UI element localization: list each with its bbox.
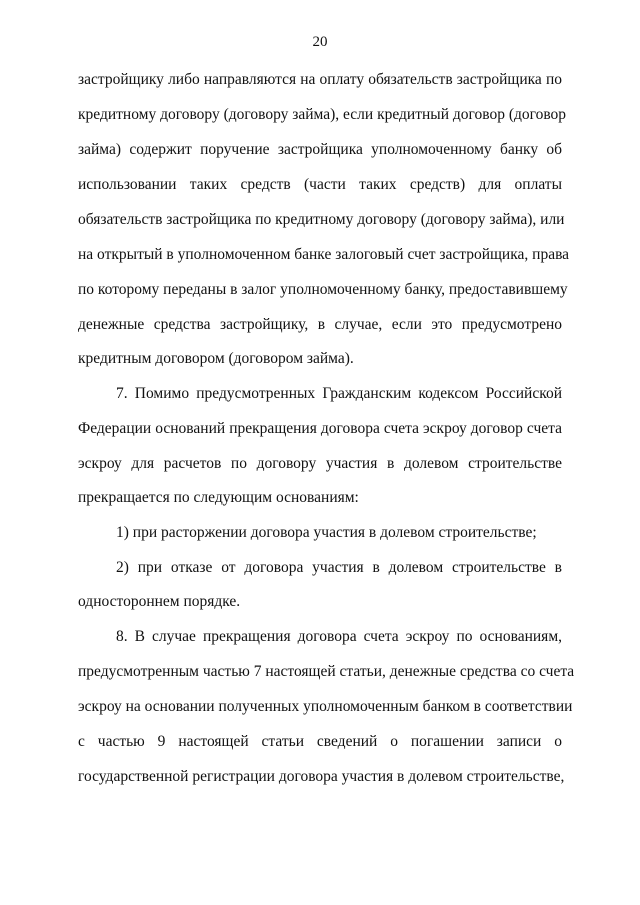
text-line: кредитным договором (договором займа). [78,350,354,367]
text-line: предусмотренным частью 7 настоящей статьи, денежные средства со счета [78,663,575,680]
text-line: застройщику либо направляются на оплату обязательств застройщика по [78,71,562,88]
text-line: прекращается по следующим основаниям: [78,489,359,506]
text-line: 7. Помимо предусмотренных Гражданским кодексом Российской [116,385,562,402]
text-line: 2) при отказе от договора участия в долевом строительстве в [116,559,562,576]
text-line: Федерации оснований прекращения договора счета эскроу договор счета [78,420,562,437]
text-line: с частью 9 настоящей статьи сведений о погашении записи о [78,733,562,750]
text-line: обязательств застройщика по кредитному договору (договору займа), или [78,211,565,228]
page-number: 20 [312,34,328,50]
text-line: на открытый в уполномоченном банке залоговый счет застройщика, права [78,246,570,263]
text-line: кредитному договору (договору займа), если кредитный договор (договор [78,106,567,123]
text-line: эскроу для расчетов по договору участия в долевом строительстве [78,455,562,472]
text-line: 8. В случае прекращения договора счета эскроу по основаниям, [116,628,562,645]
text-line: государственной регистрации договора участия в долевом строительстве, [78,768,565,785]
text-line: одностороннем порядке. [78,593,241,610]
text-line: займа) содержит поручение застройщика уполномоченному банку об [78,141,562,158]
text-line: эскроу на основании полученных уполномоченным банком в соответствии [78,698,573,715]
text-line: по которому переданы в залог уполномоченному банку, предоставившему [78,281,568,298]
text-line: 1) при расторжении договора участия в долевом строительстве; [116,524,537,541]
text-line: денежные средства застройщику, в случае, если это предусмотрено [78,316,562,333]
text-line: использовании таких средств (части таких средств) для оплаты [78,176,562,193]
